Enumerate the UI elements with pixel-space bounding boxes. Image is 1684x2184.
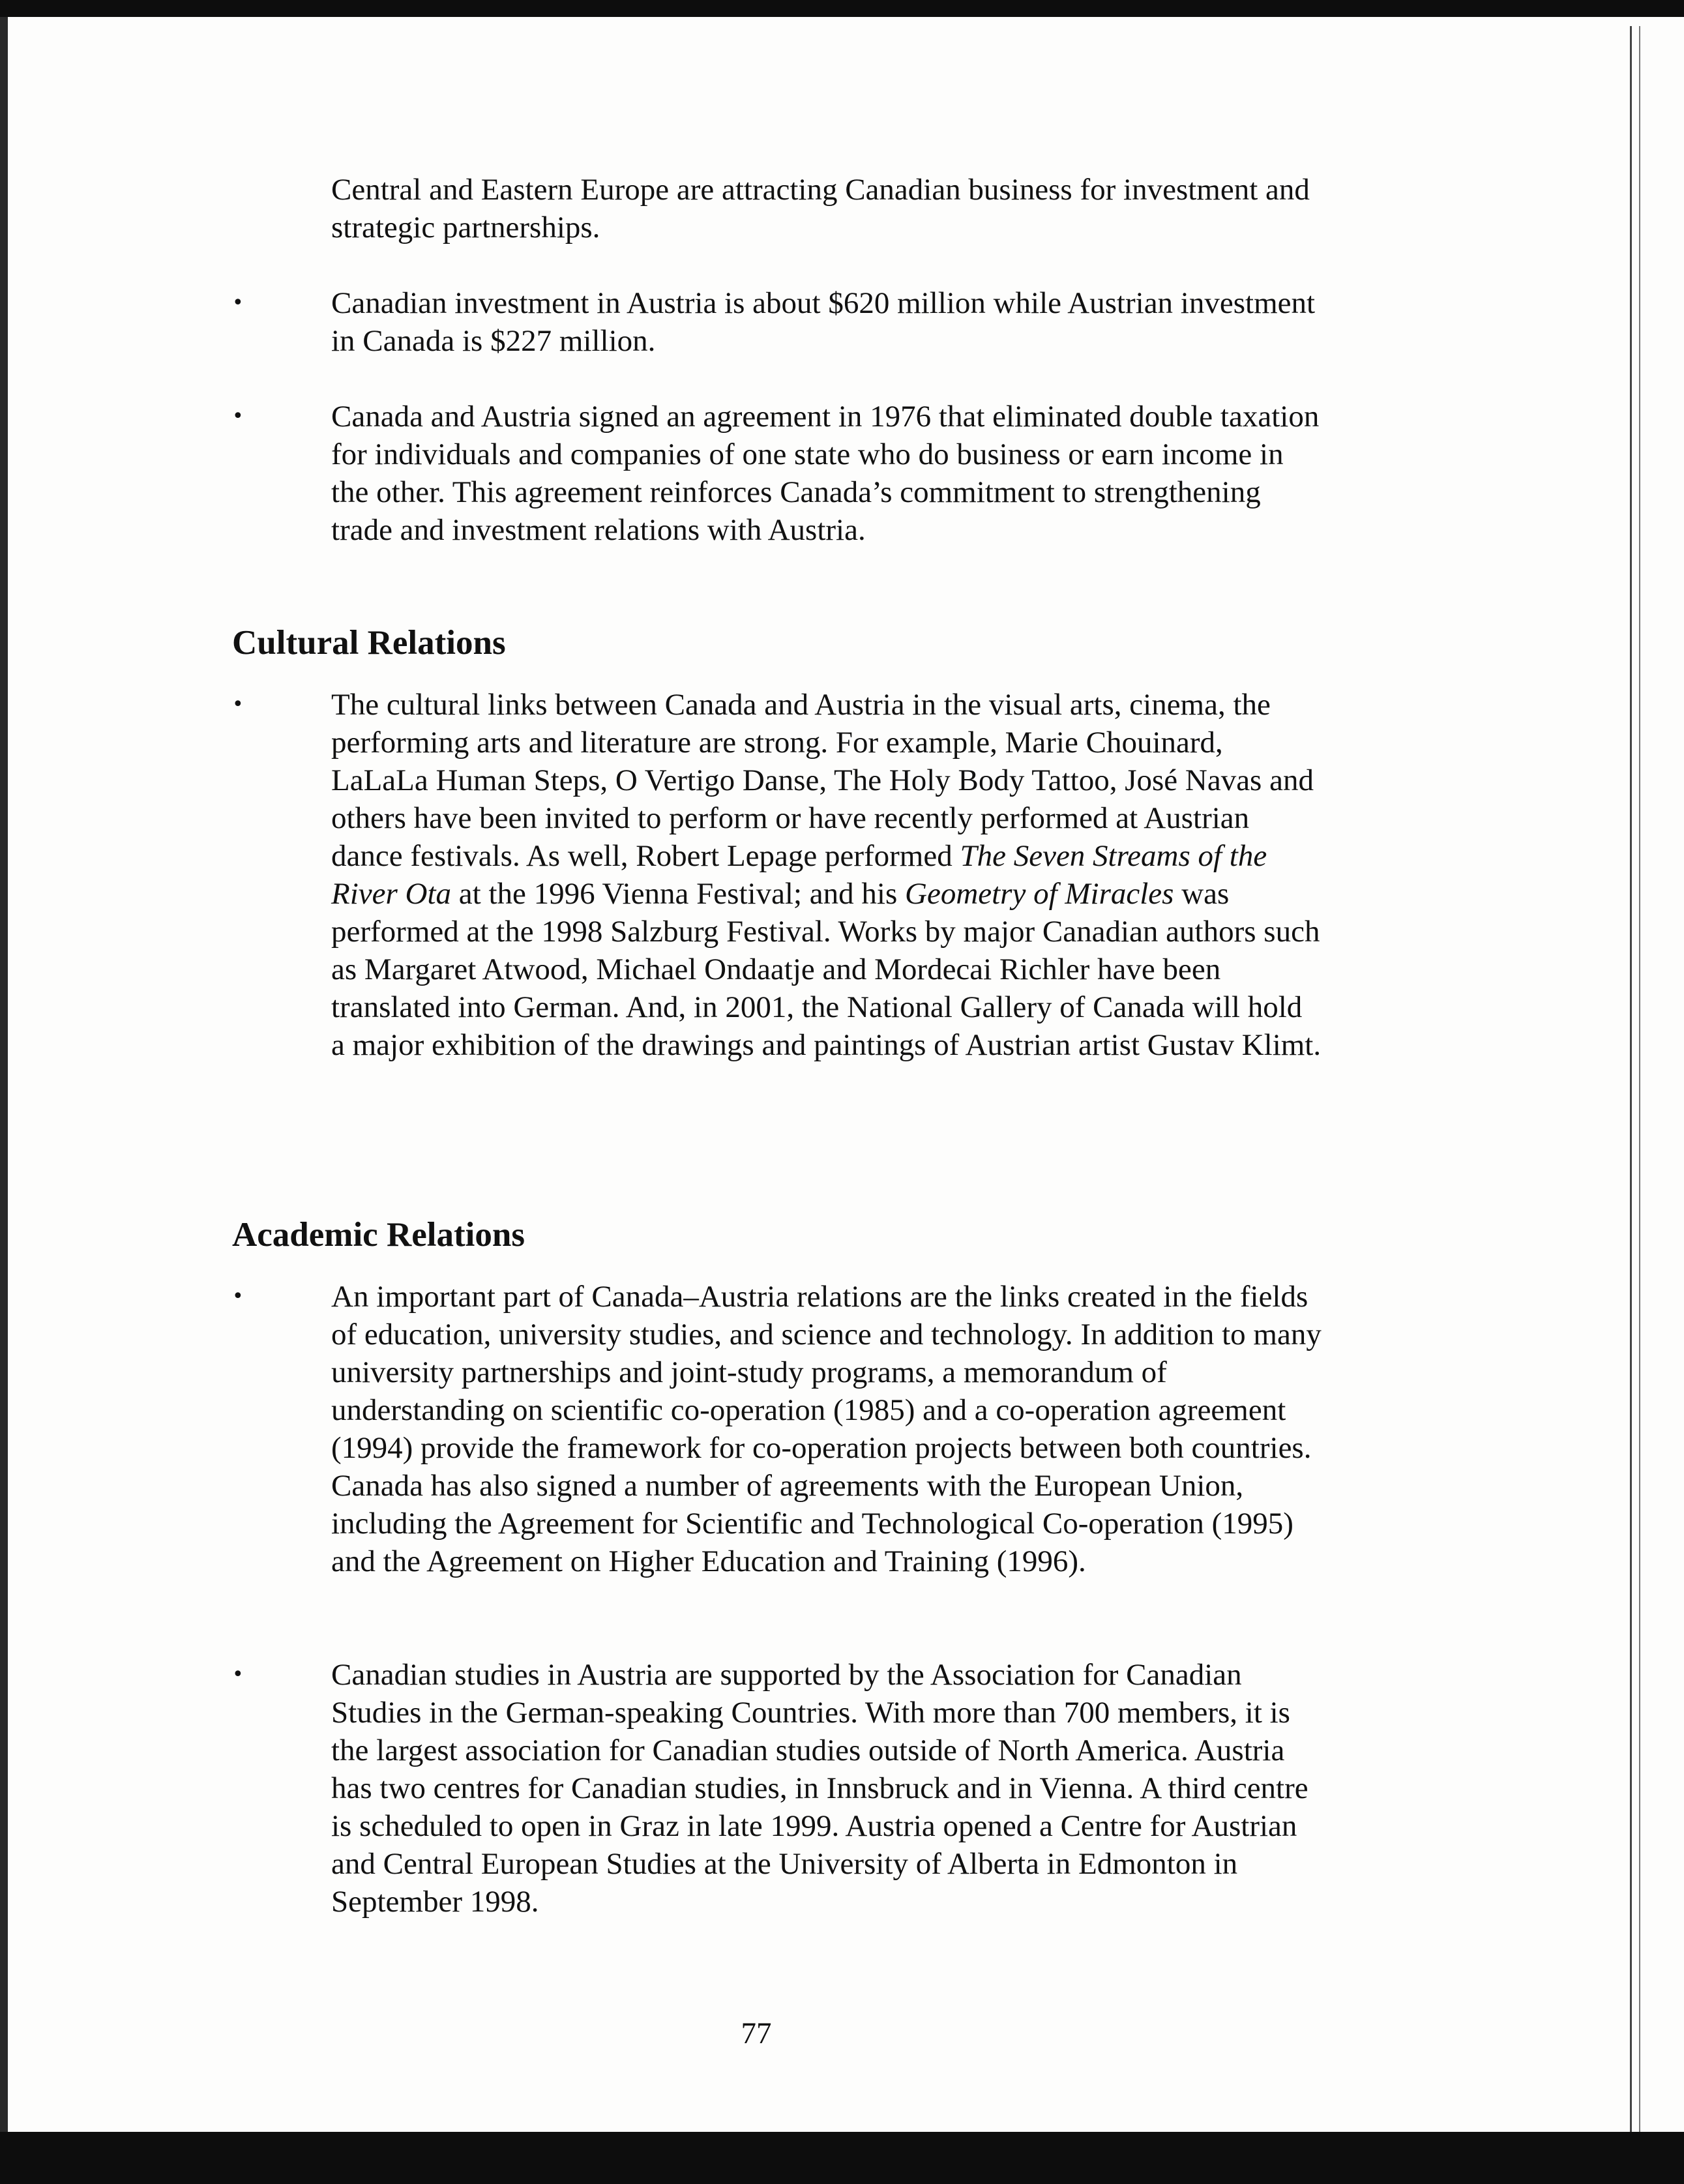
bullet-investment: Canadian investment in Austria is about $620 million while Austrian investment in Canada is $227 million. xyxy=(331,286,1316,358)
bullet-academic-links: An important part of Canada–Austria relations are the links created in the fields of education, university studies, and science and technology. In addition to many university partnerships and joint-study programs, a memorandum of understanding on scientific co-operation (1985) and a co-operation agreement (1994) provide the framework for co-operation projects between both countries. Canada has also signed a number of agreements with the European Union, including the Agreement for Scientific and Technological Co-operation (1995) and the Agreement on Higher Education and Training (1996). xyxy=(331,1280,1322,1578)
scan-edge-right xyxy=(1630,26,1640,2132)
bullet-canadian-studies: Canadian studies in Austria are supported by the Association for Canadian Studies in the German-speaking Countries. With more than 700 members, it is the largest association for Canadian studies outside of North America. Austria has two centres for Canadian studies, in Innsbruck and in Vienna. A third centre is scheduled to open in Graz in late 1999. Austria opened a Centre for Austrian and Central European Studies at the University of Alberta in Edmonton in September 1998. xyxy=(331,1658,1308,1919)
intro-paragraph: Central and Eastern Europe are attracting Canadian business for investment and strategic partnerships. xyxy=(331,173,1310,244)
cultural-text-part2: at the 1996 Vienna Festival; and his xyxy=(451,877,906,911)
scan-edge-bottom xyxy=(0,2132,1684,2184)
bullet-marker: • xyxy=(232,693,244,716)
bullet-marker: • xyxy=(232,405,244,428)
cultural-title-geometry: Geometry of Miracles xyxy=(905,877,1174,911)
bullet-marker: • xyxy=(232,291,244,314)
heading-academic-relations: Academic Relations xyxy=(232,1216,525,1254)
cultural-text-part1: The cultural links between Canada and Austria in the visual arts, cinema, the performing arts and literature are strong. For example, Marie Chouinard, LaLaLa Human Steps, O Vertigo Danse, The Holy Body Tattoo, José Navas and others have been invited to perform or have recently performed at Austrian dance festivals. As well, Robert Lepage performed xyxy=(331,688,1314,873)
page-number: 77 xyxy=(741,2016,772,2050)
cultural-text-part3: was performed at the 1998 Salzburg Festival. Works by major Canadian authors such as Margaret Atwood, Michael Ondaatje and Mordecai Richler have been translated into German. And, in 2001, the National Gallery of Canada will hold a major exhibition of the drawings and paintings of Austrian artist Gustav Klimt. xyxy=(331,877,1322,1062)
heading-cultural-relations: Cultural Relations xyxy=(232,624,506,662)
scan-edge-top xyxy=(0,0,1684,17)
scan-edge-left xyxy=(0,17,8,2132)
bullet-marker: • xyxy=(232,1285,244,1308)
bullet-tax-agreement: Canada and Austria signed an agreement in 1976 that eliminated double taxation for individuals and companies of one state who do business or earn income in the other. This agreement reinforces Canada’s commitment to strengthening trade and investment relations with Austria. xyxy=(331,400,1320,547)
bullet-marker: • xyxy=(232,1663,244,1686)
cultural-title-seven-streams: The Seven Streams of the River Ota xyxy=(331,839,1267,911)
bullet-cultural-links xyxy=(331,686,1322,1064)
